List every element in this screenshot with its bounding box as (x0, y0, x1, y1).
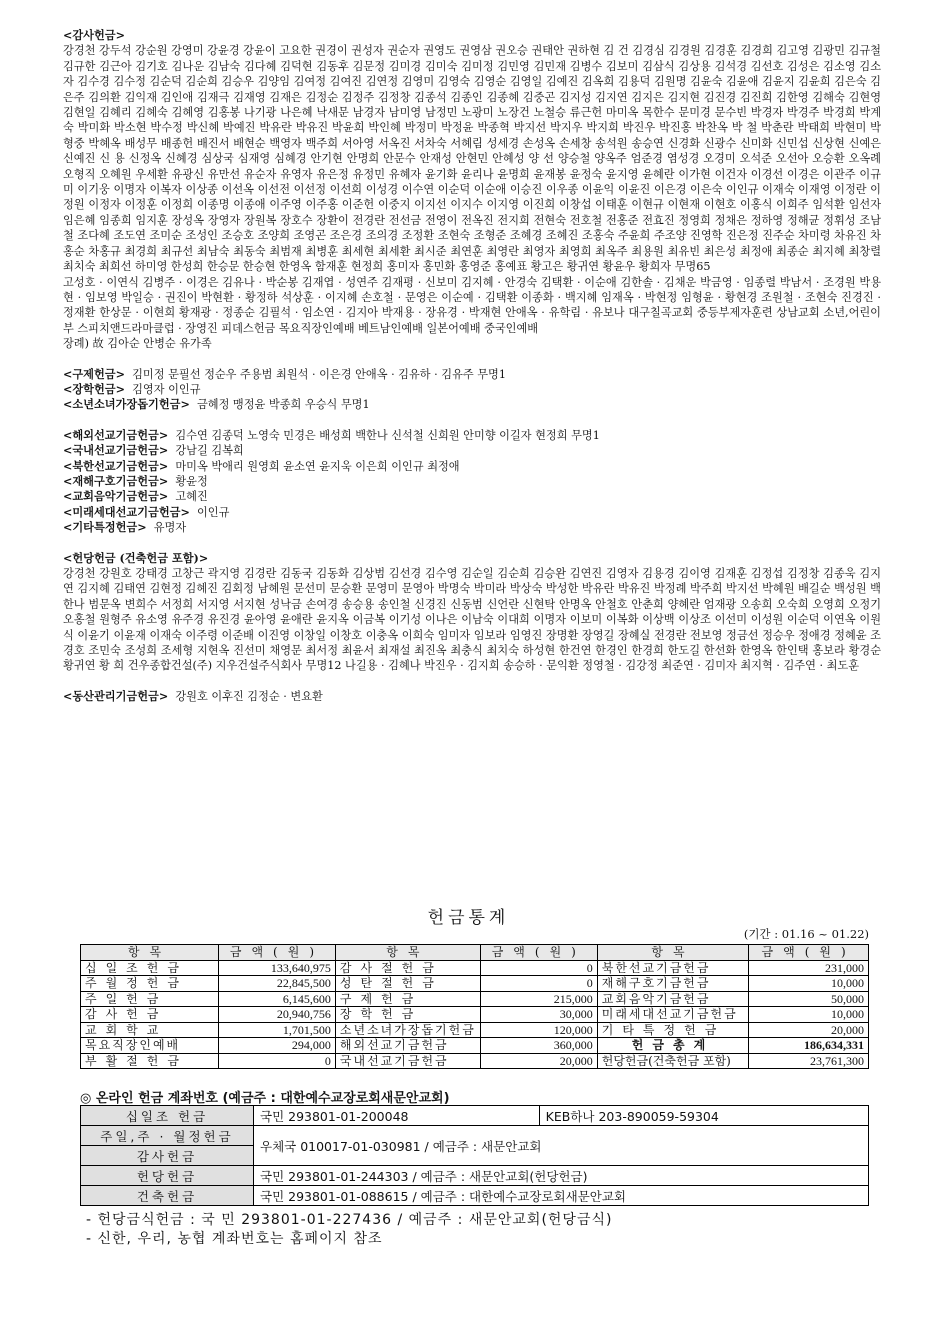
header-amount: 금액(원) (749, 945, 869, 961)
stats-title: 헌금통계 (427, 908, 510, 928)
section-title: <소년소녀가장돕기헌금> (63, 397, 190, 412)
account-row (81, 1126, 869, 1146)
stats-label: 해외선교기금헌금 (335, 1038, 480, 1054)
stats-total-value: 186,634,331 (749, 1038, 869, 1054)
section-title: <북한선교기금헌금> (63, 458, 169, 473)
stats-label: 장학헌금 (335, 1007, 480, 1023)
donor-names: 김영자 이인규 (132, 382, 201, 396)
footnotes (86, 1211, 612, 1249)
stats-label: 교회학교 (81, 1022, 219, 1038)
account-value: 국민 293801-01-244303 / 예금주 : 새문안교회(헌당헌금) (254, 1166, 869, 1186)
stats-label: 미래세대선교기금헌금 (597, 1007, 748, 1023)
stats-label: 기타특정헌금 (597, 1022, 748, 1038)
section-gungnae (63, 443, 881, 458)
stats-value: 6,145,600 (218, 991, 335, 1007)
stats-value: 20,940,756 (218, 1007, 335, 1023)
section-haeoe (63, 428, 881, 443)
stats-label: 국내선교기금헌금 (335, 1053, 480, 1069)
donor-names: 이인규 (196, 505, 230, 519)
stats-value: 1,701,500 (218, 1022, 335, 1038)
stats-value: 0 (480, 960, 597, 976)
stats-label: 감사절헌금 (335, 960, 480, 976)
section-title: <기타특정헌금> (63, 520, 147, 535)
stats-row (81, 1007, 869, 1023)
stats-label: 십일조헌금 (81, 960, 219, 976)
stats-label: 목요직장인예배 (81, 1038, 219, 1054)
stats-row (81, 1053, 869, 1069)
donor-names: 강남길 김복희 (175, 444, 244, 458)
stats-label: 성탄절헌금 (335, 976, 480, 992)
donor-names: 강경천 강원호 강태경 고창근 곽지영 김경란 김동국 김동화 김상범 김선경 김수영 김순일 김순희 김승완 김연진 김영자 김용경 김이영 김재훈 김정섭 김정창 김종욱 김지연 김지혜 김태연 김현정 김혜진 김회정 남혜원 문선미 문승환 문영미 문영아 박명숙 박미라 박상숙 박성한 박유란 박유진 박정례 박주희 박지선 박혜원 배길순 백성원 백한나 범문옥 변희수 서정희 서지영 서지현 성낙금 손여경 송승용 송인철 신경진 신동범 신언란 신현탁 안명옥 안철호 안춘희 양혜란 엄재광 오송희 오숙희 오영희 오정기 오홍철 원형주 유소영 유주경 유진경 윤아영 윤애란 윤지옥 이금복 이기성 이나은 이남숙 이대희 이명자 이보미 이복화 이상백 이상조 이선미 이성원 이순덕 이연옥 이원식 이윤기 이윤재 이재숙 이주령 이준배 이진영 이창일 이창호 이충옥 이희숙 임미자 임보라 임영진 장명환 장영길 장혜실 전경란 전보영 정금선 정승우 정애경 정혜윤 조경호 조민숙 조성희 조세형 지현옥 진선미 채영문 최서정 최윤서 최재설 최진옥 최충식 최치숙 하성현 한건연 한경인 한경희 한도길 한선화 한영옥 한인택 홍보라 황경순 황귀연 황 희 건우종합건설(주) 지우건설주식회사 무명12 나길용 · 김혜나 박진우 · 김지희 송승하 · 문익환 정영철 · 김강정 최준연 · 김미자 최지혁 · 김주연 · 최도훈 (63, 567, 881, 673)
stats-row (81, 960, 869, 976)
stats-value: 0 (218, 1053, 335, 1069)
stats-value: 120,000 (480, 1022, 597, 1038)
section-eumak (63, 489, 881, 504)
stats-value: 215,000 (480, 991, 597, 1007)
stats-label: 소년소녀가장돕기헌금 (335, 1022, 480, 1038)
donor-names: 마미옥 박애리 원영희 윤소연 윤지욱 이은희 이인규 최정애 (175, 459, 460, 473)
stats-label: 재해구호기금헌금 (597, 976, 748, 992)
account-row (81, 1186, 869, 1206)
header-amount: 금액(원) (218, 945, 335, 961)
stats-value: 294,000 (218, 1038, 335, 1054)
account-value: 국민 293801-01-200048 (254, 1106, 540, 1126)
section-group-b (63, 428, 881, 536)
stats-value: 20,000 (480, 1053, 597, 1069)
section-sonyeon (63, 397, 881, 412)
stats-value: 10,000 (749, 976, 869, 992)
section-gamsa (63, 28, 881, 352)
account-label: 헌당헌금 (81, 1166, 254, 1186)
online-account-table (80, 1105, 869, 1206)
stats-row (81, 1022, 869, 1038)
section-title: <재해구호기금헌금> (63, 473, 169, 488)
section-jaehae (63, 474, 881, 489)
stats-row (81, 1038, 869, 1054)
stats-value: 133,640,975 (218, 960, 335, 976)
stats-label: 주월정헌금 (81, 976, 219, 992)
donor-names: 강원호 이후진 김정순 · 변요환 (175, 689, 323, 703)
section-dongsan-row (63, 689, 881, 704)
account-value: 우체국 010017-01-030981 / 예금주 : 새문안교회 (254, 1126, 869, 1166)
stats-row (81, 991, 869, 1007)
stats-value: 231,000 (749, 960, 869, 976)
stats-row (81, 976, 869, 992)
account-value: 국민 293801-01-088615 / 예금주 : 대한예수교장로회새문안교회 (254, 1186, 869, 1206)
section-title: <동산관리기금헌금> (63, 688, 169, 703)
section-dongsan (63, 689, 881, 704)
account-label: 주일,주 · 월정헌금 (81, 1126, 254, 1146)
section-title: <감사헌금> (63, 28, 125, 42)
offering-list (63, 28, 881, 704)
section-hundang (63, 551, 881, 674)
header-item: 항목 (81, 945, 219, 961)
online-account-title: ◎ 온라인 헌금 계좌번호 (예금주 : 대한예수교장로회새문안교회) (80, 1091, 450, 1106)
header-item: 항목 (597, 945, 748, 961)
stats-value: 10,000 (749, 1007, 869, 1023)
donor-names: 유명자 (153, 521, 187, 535)
section-title: <교회음악기금헌금> (63, 489, 169, 504)
stats-value: 50,000 (749, 991, 869, 1007)
section-title: <장학헌금> (63, 381, 125, 396)
stats-header-row (81, 945, 869, 961)
offering-stats-table (80, 944, 869, 1069)
account-label: 건축헌금 (81, 1186, 254, 1206)
account-value-alt: KEB하나 203-890059-59304 (539, 1106, 868, 1126)
account-label: 십일조 헌금 (81, 1106, 254, 1126)
stats-total-label: 헌금총계 (597, 1038, 748, 1054)
funeral-note: 장례) 故 김아순 안병순 유가족 (63, 337, 212, 351)
section-gita (63, 520, 881, 535)
stats-value: 30,000 (480, 1007, 597, 1023)
stats-label: 구제헌금 (335, 991, 480, 1007)
account-row (81, 1166, 869, 1186)
stats-value: 22,845,500 (218, 976, 335, 992)
section-group-a (63, 367, 881, 413)
section-title: <미래세대선교기금헌금> (63, 504, 190, 519)
section-title: <국내선교기금헌금> (63, 443, 169, 458)
stats-label: 북한선교기금헌금 (597, 960, 748, 976)
stats-label: 감사헌금 (81, 1007, 219, 1023)
header-amount: 금액(원) (480, 945, 597, 961)
donor-names: 김수연 김종덕 노영숙 민경은 배성희 백한나 신석철 신희원 안미향 이길자 현정희 무명1 (175, 428, 600, 442)
account-row (81, 1106, 869, 1126)
section-bukhan (63, 459, 881, 474)
stats-value: 360,000 (480, 1038, 597, 1054)
section-mirae (63, 505, 881, 520)
donor-names: 금혜정 맹정윤 박종희 우승식 무명1 (196, 398, 370, 412)
stats-label: 교회음악기금헌금 (597, 991, 748, 1007)
donor-names-joint: 고성호 · 이연식 김병주 · 이경은 김유나 · 박순봉 김재엽 · 성연주 김재평 · 신보미 김지혜 · 안경숙 김택환 · 이순애 김한솔 · 김채운 박금영 · 임종렬 박남서 · 조경원 박용현 · 임보영 박일승 · 권진이 박현환 · 황정하 석상훈 · 이지혜 손호철 · 문영은 이순예 · 김택환 이종화 · 백지혜 임재옥 · 박현정 임형윤 · 황현경 조원철 · 조현숙 진경진 · 정재환 한상문 · 이현희 황재광 · 정종순 김필석 · 임소연 · 김지아 박재용 · 장유경 · 박재현 안애옥 · 유학림 · 유보나 대구칠곡교회 중등부제자훈련 상남교회 소년,어린이부 스피치앤드라마클럽 · 장영진 피데스헌금 목요직장인예배 베트남인예배 일본어예배 중국인예배 (63, 275, 881, 335)
donor-names: 강경천 강두석 강순원 강영미 강윤경 강윤이 고요한 권경이 권성자 권순자 권영도 권영삼 권오승 권태안 권하현 김 건 김경심 김경원 김경훈 김경희 김고영 김광민 김규철 김규한 김근아 김기호 김나운 김남숙 김다혜 김덕현 김동후 김문정 김미경 김미숙 김미정 김민영 김민재 김병수 김보미 김삼식 김상용 김석경 김선호 김성은 김소영 김소자 김수경 김수정 김순덕 김순희 김승우 김양임 김여정 김여진 김연정 김영미 김영숙 김영순 김영일 김예진 김옥희 김용덕 김원명 김윤숙 김윤애 김윤지 김윤희 김은숙 김은주 김의환 김익재 김인애 김재극 김재영 김재은 김정순 김정주 김정창 김종석 김종인 김종혜 김중곤 김지성 김지연 김지은 김지현 김진경 김진희 김한영 김해숙 김현영 김현일 김혜리 김혜숙 김혜영 김홍봉 나기광 나은혜 낙새문 남경자 남미영 남정민 노광미 노장건 노철승 류근헌 마미옥 목한수 문미경 문수빈 박경자 박경주 박경희 박계숙 박미화 박소현 박수정 박신혜 박예진 박유란 박유진 박윤희 박인혜 박정미 박정윤 박종혁 박지선 박지우 박지희 박진우 박진홍 박찬옥 박 철 박춘란 박태희 박현미 박형중 박혜옥 배성무 배종헌 배진서 배현순 백영자 백주희 서아영 서옥진 서차숙 서혜림 성세경 손성옥 손세창 송석원 송승연 신경화 신광수 신미화 신민섭 신상현 신예은 신예진 신 용 신정옥 신혜경 심상국 심재영 심혜경 안기현 안명희 안문수 안재성 안현민 안혜성 양 선 양승철 양옥주 엄준경 염성경 오경미 오석준 오선아 오승환 오옥례 오형직 오혜원 우세환 유광신 유만선 유순자 유영자 유은정 유정민 유혜자 윤기화 윤리나 윤명희 윤재봉 윤정숙 윤지영 윤혜란 이가현 이건자 이경선 이경은 이관주 이규미 이기웅 이명자 이복자 이상종 이선옥 이선전 이선정 이선희 이성경 이수연 이순덕 이순애 이승진 이우종 이윤익 이윤진 이은경 이은숙 이인규 이재숙 이재영 이정란 이정원 이정자 이정훈 이정희 이종명 이종애 이주영 이주홍 이준헌 이중지 이지선 이지수 이지영 이진희 이창섭 이태훈 이현규 이현재 이현호 이홍식 이희주 임석환 임선자 임은혜 임종희 임지훈 장성옥 장영자 장원복 장호수 장환이 전경란 전선금 전영이 전옥진 전지희 전현숙 전호철 전홍준 전효진 정영희 정채은 정하영 정해균 정휘성 조남철 조다혜 조도연 조미순 조성인 조승호 조양희 조영곤 조은경 조의경 조정환 조현숙 조형준 조혜경 조혜진 조홍숙 주윤희 주조양 진영학 진은정 진주순 차미령 차유진 차홍순 차홍규 최경희 최규선 최남숙 최동숙 최범재 최병훈 최세현 최세환 최시준 최연훈 최영란 최영자 최영희 최옥주 최용원 최유빈 최은성 최정애 최종순 최지혜 최창렬 최치숙 최희선 하미영 한성희 한승문 한승현 한영옥 함재훈 현정희 홍미자 홍민화 홍영준 홍예표 황고은 황귀연 황윤우 황희자 무명65 (63, 44, 881, 274)
section-janghak (63, 382, 881, 397)
donor-names: 김미정 문필선 정순우 주용범 최원석 · 이은경 안애옥 · 김유하 · 김유주 무명1 (132, 367, 506, 381)
stats-period: (기간 : 01.16 ~ 01.22) (743, 927, 869, 941)
section-title: <구제헌금> (63, 366, 125, 381)
stats-label: 부활절헌금 (81, 1053, 219, 1069)
stats-label: 주일헌금 (81, 991, 219, 1007)
stats-value: 23,761,300 (749, 1053, 869, 1069)
header-item: 항목 (335, 945, 480, 961)
footnote: - 신한, 우리, 농협 계좌번호는 홈페이지 참조 (86, 1231, 383, 1247)
stats-value: 20,000 (749, 1022, 869, 1038)
section-title: <해외선교기금헌금> (63, 427, 169, 442)
footnote: - 헌당금식헌금 : 국 민 293801-01-227436 / 예금주 : 새문안교회(헌당금식) (86, 1212, 613, 1228)
donor-names: 고혜진 (175, 490, 208, 504)
stats-label: 헌당헌금(건축헌금 포함) (597, 1053, 748, 1069)
account-label: 감사헌금 (81, 1146, 254, 1166)
section-title: <헌당헌금 (건축헌금 포함)> (63, 550, 209, 565)
donor-names: 황윤정 (175, 474, 208, 488)
section-gujae (63, 367, 881, 382)
stats-value: 0 (480, 976, 597, 992)
